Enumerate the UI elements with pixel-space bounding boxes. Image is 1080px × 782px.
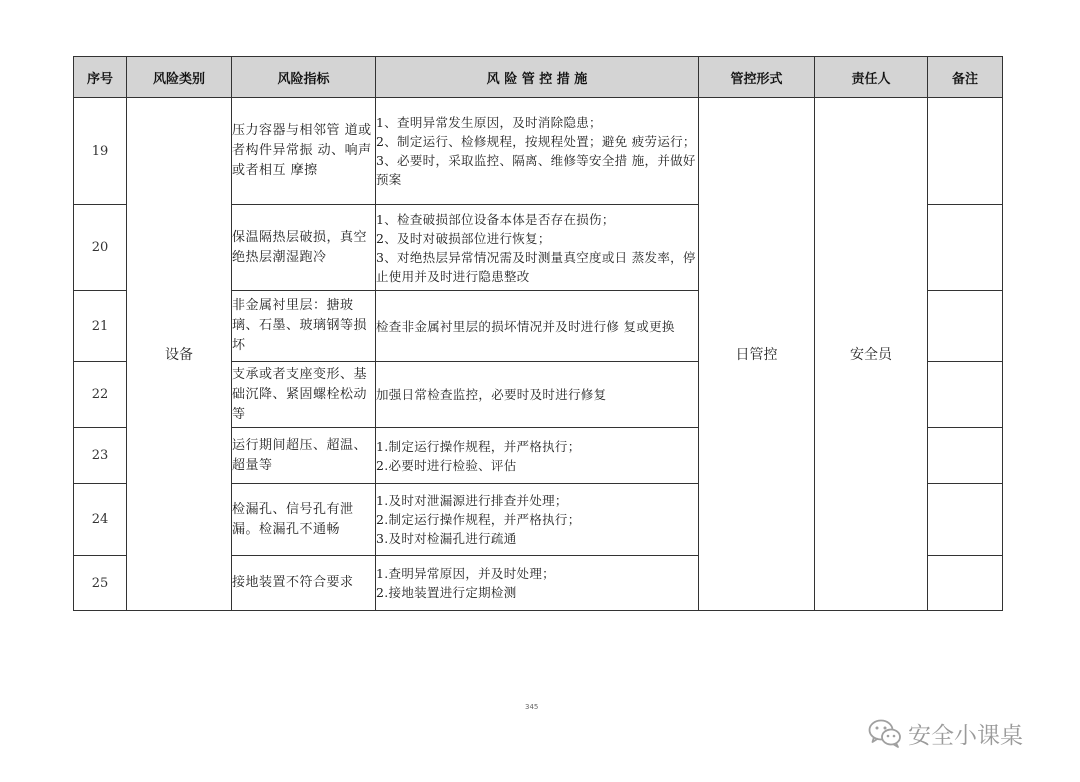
- measure-line: 加强日常检查监控，必要时及时进行修复: [376, 387, 607, 402]
- control-measures: [376, 428, 699, 484]
- header-category: 风险类别: [127, 57, 232, 98]
- measure-line: 3、对绝热层异常情况需及时测量真空度或日 蒸发率，停止使用并及时进行隐患整改: [376, 249, 696, 284]
- measure-line: 1.查明异常原因，并及时处理；: [376, 566, 555, 581]
- row-number: 24: [74, 484, 127, 556]
- control-form-cell: 日管控: [699, 98, 815, 611]
- remark-cell: [928, 291, 1003, 362]
- risk-indicator: 检漏孔、信号孔有泄漏。检漏孔不通畅: [232, 484, 376, 556]
- control-measures: [376, 362, 699, 428]
- header-no: 序号: [74, 57, 127, 98]
- measure-line: 2.必要时进行检验、评估: [376, 457, 517, 473]
- measure-line: 1、检查破损部位设备本体是否存在损伤；: [376, 211, 615, 227]
- table-row: [74, 98, 1003, 205]
- risk-indicator: 支承或者支座变形、基础沉降、紧固螺栓松动等: [232, 362, 376, 428]
- measure-line: 3.及时对检漏孔进行疏通: [376, 531, 517, 546]
- risk-category-cell: 设备: [127, 98, 232, 611]
- remark-cell: [928, 556, 1003, 611]
- measure-line: 2.接地装置进行定期检测: [376, 585, 517, 600]
- remark-cell: [928, 205, 1003, 291]
- risk-indicator: 压力容器与相邻管 道或者构件异常振 动、响声或者相互 摩擦: [232, 98, 376, 205]
- measure-line: 2、制定运行、检修规程，按规程处置；避免 疲劳运行；: [376, 134, 696, 149]
- control-measures: [376, 484, 699, 556]
- header-measures: 风 险 管 控 措 施: [376, 57, 699, 98]
- remark-cell: [928, 362, 1003, 428]
- remark-cell: [928, 428, 1003, 484]
- page-number: 345: [525, 703, 539, 711]
- header-responsible: 责任人: [815, 57, 928, 98]
- risk-indicator: 保温隔热层破损，真空绝热层潮湿跑冷: [232, 205, 376, 291]
- risk-indicator: 接地装置不符合要求: [232, 556, 376, 611]
- row-number: 21: [74, 291, 127, 362]
- control-measures: [376, 291, 699, 362]
- row-number: 20: [74, 205, 127, 291]
- measure-line: 3、必要时，采取监控、隔离、维修等安全措 施，并做好预案: [376, 153, 696, 187]
- measure-line: 检查非金属衬里层的损坏情况并及时进行修 复或更换: [376, 318, 675, 334]
- row-number: 23: [74, 428, 127, 484]
- watermark-text: 安全小课桌: [908, 722, 1023, 749]
- row-number: 19: [74, 98, 127, 205]
- measure-line: 1、查明异常发生原因，及时消除隐患；: [376, 115, 602, 130]
- control-measures: [376, 98, 699, 205]
- row-number: 22: [74, 362, 127, 428]
- measure-line: 1.及时对泄漏源进行排查并处理；: [376, 493, 568, 508]
- header-indicator: 风险指标: [232, 57, 376, 98]
- responsible-person-cell: 安全员: [815, 98, 928, 611]
- header-control-form: 管控形式: [699, 57, 815, 98]
- risk-control-table: [73, 56, 1003, 611]
- header-row: [74, 57, 1003, 98]
- risk-indicator: 非金属衬里层：搪玻璃、石墨、玻璃钢等损坏: [232, 291, 376, 362]
- row-number: 25: [74, 556, 127, 611]
- measure-line: 1.制定运行操作规程，并严格执行；: [376, 438, 581, 454]
- watermark: [868, 717, 1023, 749]
- measure-line: 2、及时对破损部位进行恢复；: [376, 230, 551, 246]
- control-measures: [376, 556, 699, 611]
- header-remark: 备注: [928, 57, 1003, 98]
- remark-cell: [928, 484, 1003, 556]
- remark-cell: [928, 98, 1003, 205]
- control-measures: [376, 205, 699, 291]
- risk-indicator: 运行期间超压、超温、超量等: [232, 428, 376, 484]
- wechat-icon: [868, 718, 902, 748]
- measure-line: 2.制定运行操作规程，并严格执行；: [376, 512, 581, 527]
